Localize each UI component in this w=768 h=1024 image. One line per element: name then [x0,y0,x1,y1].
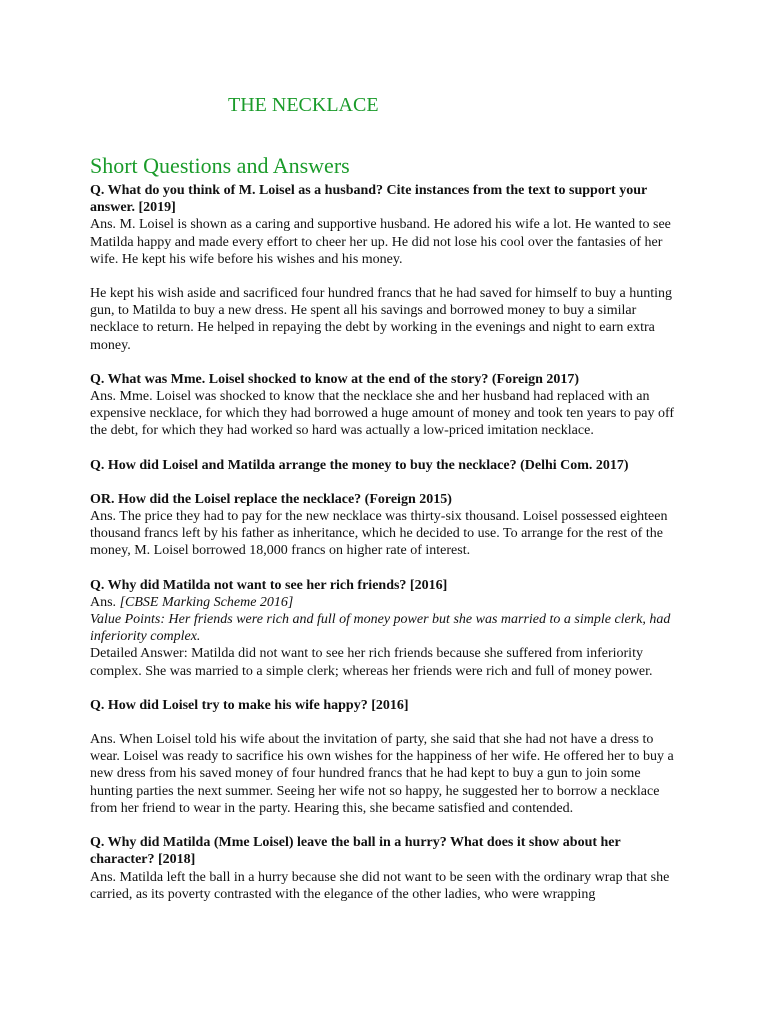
section-heading: Short Questions and Answers [90,153,350,178]
answer-1-paragraph-2: He kept his wish aside and sacrificed four hundred francs that he had saved for himself to buy a hunting gun, to Matilda to buy a new dress. He spent all his savings and borrowed money to buy a similar necklace to return. He helped in repaying the debt by working in the evenings and night to earn extra money. [90,286,672,353]
answer-4-value-points: Value Points: Her friends were rich and full of money power but she was married to a simple clerk, had inferiority complex. [90,612,671,645]
answer-4-prefix: Ans. [90,594,117,610]
question-1: Q. What do you think of M. Loisel as a husband? Cite instances from the text to support your answer. [2019] [90,183,647,216]
answer-2: Ans. Mme. Loisel was shocked to know that the necklace she and her husband had replaced with an expensive necklace, for which they had borrowed a huge amount of money and took ten years to pay off the debt, for which they had worked so hard was actually a low-priced imitation necklace. [90,389,675,439]
question-4: Q. Why did Matilda not want to see her rich friends? [2016] [90,577,448,593]
answer-5: Ans. When Loisel told his wife about the invitation of party, she said that she had not have a dress to wear. Loisel was ready to sacrifice his own wishes for the happiness of her wife. He offered her to buy a new dress from his saved money of four hundred francs that he had kept to buy a gun to join some hunting parties the next summer. Seeing her wife not so happy, he suggested her to borrow a necklace from her friend to wear in the party. Hearing this, she became satisfied and contended. [90,732,674,816]
question-2: Q. What was Mme. Loisel shocked to know at the end of the story? (Foreign 2017) [90,371,580,387]
answer-6: Ans. Matilda left the ball in a hurry because she did not want to be seen with the ordinary wrap that she carried, as its poverty contrasted with the elegance of the other ladies, who were wrapping [90,869,670,902]
question-3: Q. How did Loisel and Matilda arrange the money to buy the necklace? (Delhi Com. 2017) [90,457,629,473]
question-3-or: OR. How did the Loisel replace the necklace? (Foreign 2015) [90,491,452,507]
question-6: Q. Why did Matilda (Mme Loisel) leave the ball in a hurry? What does it show about her character? [2018] [90,835,621,868]
qa-content [90,182,680,903]
answer-1-paragraph-1: Ans. M. Loisel is shown as a caring and supportive husband. He adored his wife a lot. He wanted to see Matilda happy and made every effort to cheer her up. He did not lose his cool over the fantasies of her wife. He kept his wife before his wishes and his money. [90,217,671,267]
answer-4-detailed: Detailed Answer: Matilda did not want to see her rich friends because she suffered from inferiority complex. She was married to a simple clerk; whereas her friends were rich and full of money power. [90,646,653,679]
answer-3: Ans. The price they had to pay for the new necklace was thirty-six thousand. Loisel possessed eighteen thousand francs left by his father as inheritance, which he decided to use. To arrange for the rest of the money, M. Loisel borrowed 18,000 francs on higher rate of interest. [90,509,668,559]
document-title: THE NECKLACE [228,94,379,116]
answer-4-line [90,594,680,611]
question-5: Q. How did Loisel try to make his wife happy? [2016] [90,697,409,713]
answer-4-source: [CBSE Marking Scheme 2016] [119,594,294,610]
